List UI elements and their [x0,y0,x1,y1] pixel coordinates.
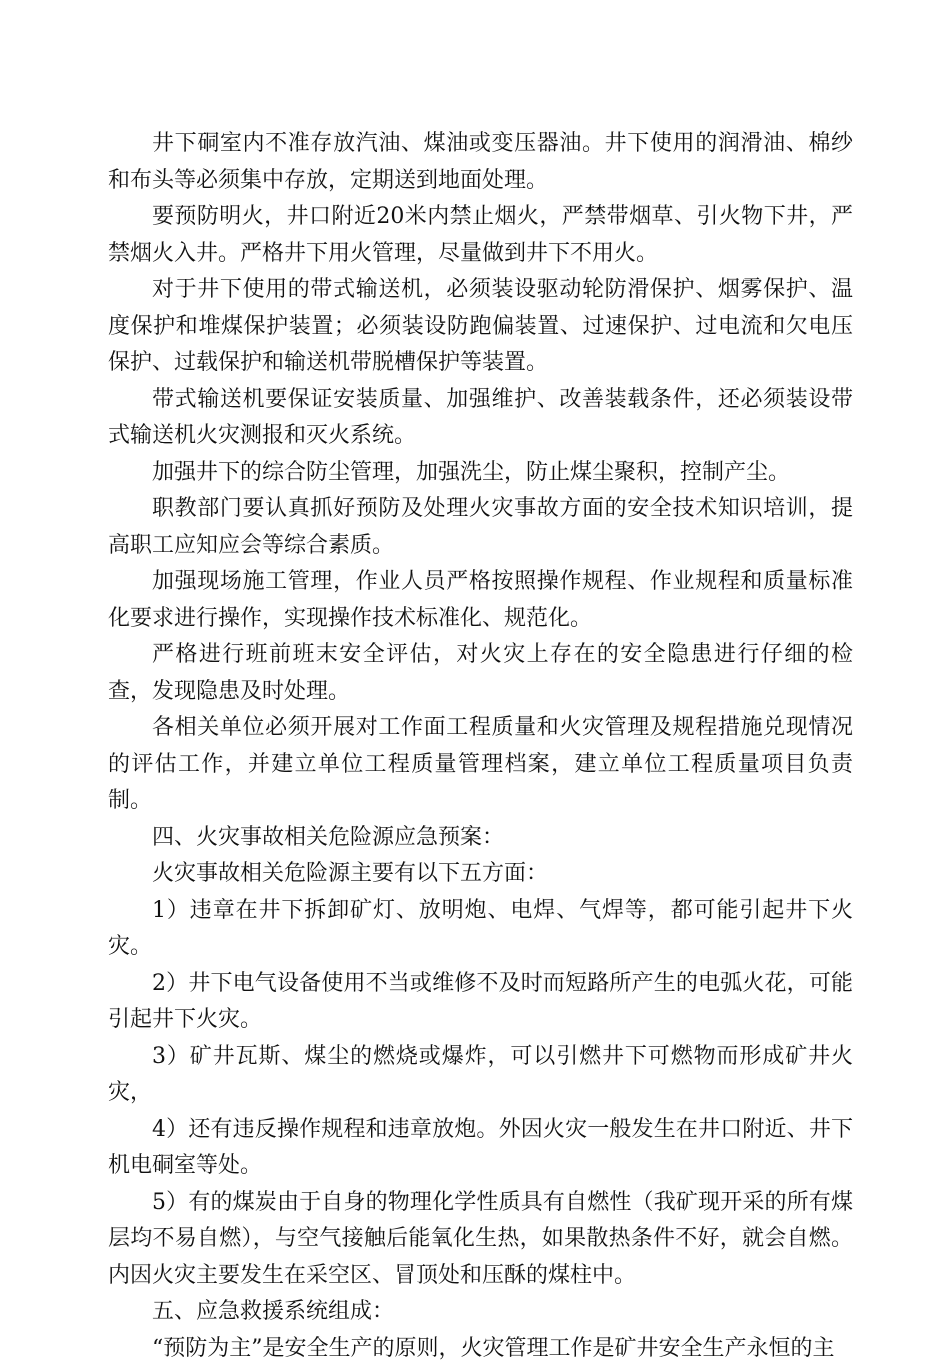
paragraph-training: 职教部门要认真抓好预防及处理火灾事故方面的安全技术知识培训，提高职工应知应会等综合素质。 [108,491,853,564]
paragraph-quality-responsibility: 各相关单位必须开展对工作面工程质量和火灾管理及规程措施兑现情况的评估工作，并建立单位工程质量管理档案，建立单位工程质量项目负责制。 [108,710,853,820]
paragraph-prevention-principle: “预防为主”是安全生产的原则，火灾管理工作是矿井安全生产永恒的主 [108,1331,853,1367]
list-item-hazard-4: 4）还有违反操作规程和违章放炮。外因火灾一般发生在井口附近、井下机电硐室等处。 [108,1112,853,1185]
list-item-hazard-2: 2）井下电气设备使用不当或维修不及时而短路所产生的电弧火花，可能引起井下火灾。 [108,966,853,1039]
paragraph-conveyor-quality: 带式输送机要保证安装质量、加强维护、改善装载条件，还必须装设带式输送机火灾测报和灭火系统。 [108,382,853,455]
paragraph-hazard-sources-intro: 火灾事故相关危险源主要有以下五方面： [108,856,853,893]
paragraph-conveyor-protection: 对于井下使用的带式输送机，必须装设驱动轮防滑保护、烟雾保护、温度保护和堆煤保护装置；必须装设防跑偏装置、过速保护、过电流和欠电压保护、过载保护和输送机带脱槽保护等装置。 [108,272,853,382]
paragraph-storage: 井下硐室内不准存放汽油、煤油或变压器油。井下使用的润滑油、棉纱和布头等必须集中存放，定期送到地面处理。 [108,126,853,199]
document-body [108,126,853,1367]
list-item-hazard-5: 5）有的煤炭由于自身的物理化学性质具有自燃性（我矿现开采的所有煤层均不易自燃），与空气接触后能氧化生热，如果散热条件不好，就会自燃。内因火灾主要发生在采空区、冒顶处和压酥的煤柱中。 [108,1185,853,1295]
paragraph-site-management: 加强现场施工管理，作业人员严格按照操作规程、作业规程和质量标准化要求进行操作，实现操作技术标准化、规范化。 [108,564,853,637]
paragraph-open-fire: 要预防明火，井口附近20米内禁止烟火，严禁带烟草、引火物下井，严禁烟火入井。严格井下用火管理，尽量做到井下不用火。 [108,199,853,272]
section-heading-rescue-system: 五、应急救援系统组成： [108,1294,853,1331]
paragraph-shift-evaluation: 严格进行班前班末安全评估，对火灾上存在的安全隐患进行仔细的检查，发现隐患及时处理。 [108,637,853,710]
section-heading-fire-hazard-plan: 四、火灾事故相关危险源应急预案： [108,820,853,857]
paragraph-dust-control: 加强井下的综合防尘管理，加强洗尘，防止煤尘聚积，控制产尘。 [108,455,853,492]
list-item-hazard-1: 1）违章在井下拆卸矿灯、放明炮、电焊、气焊等，都可能引起井下火灾。 [108,893,853,966]
list-item-hazard-3: 3）矿井瓦斯、煤尘的燃烧或爆炸，可以引燃井下可燃物而形成矿井火灾， [108,1039,853,1112]
